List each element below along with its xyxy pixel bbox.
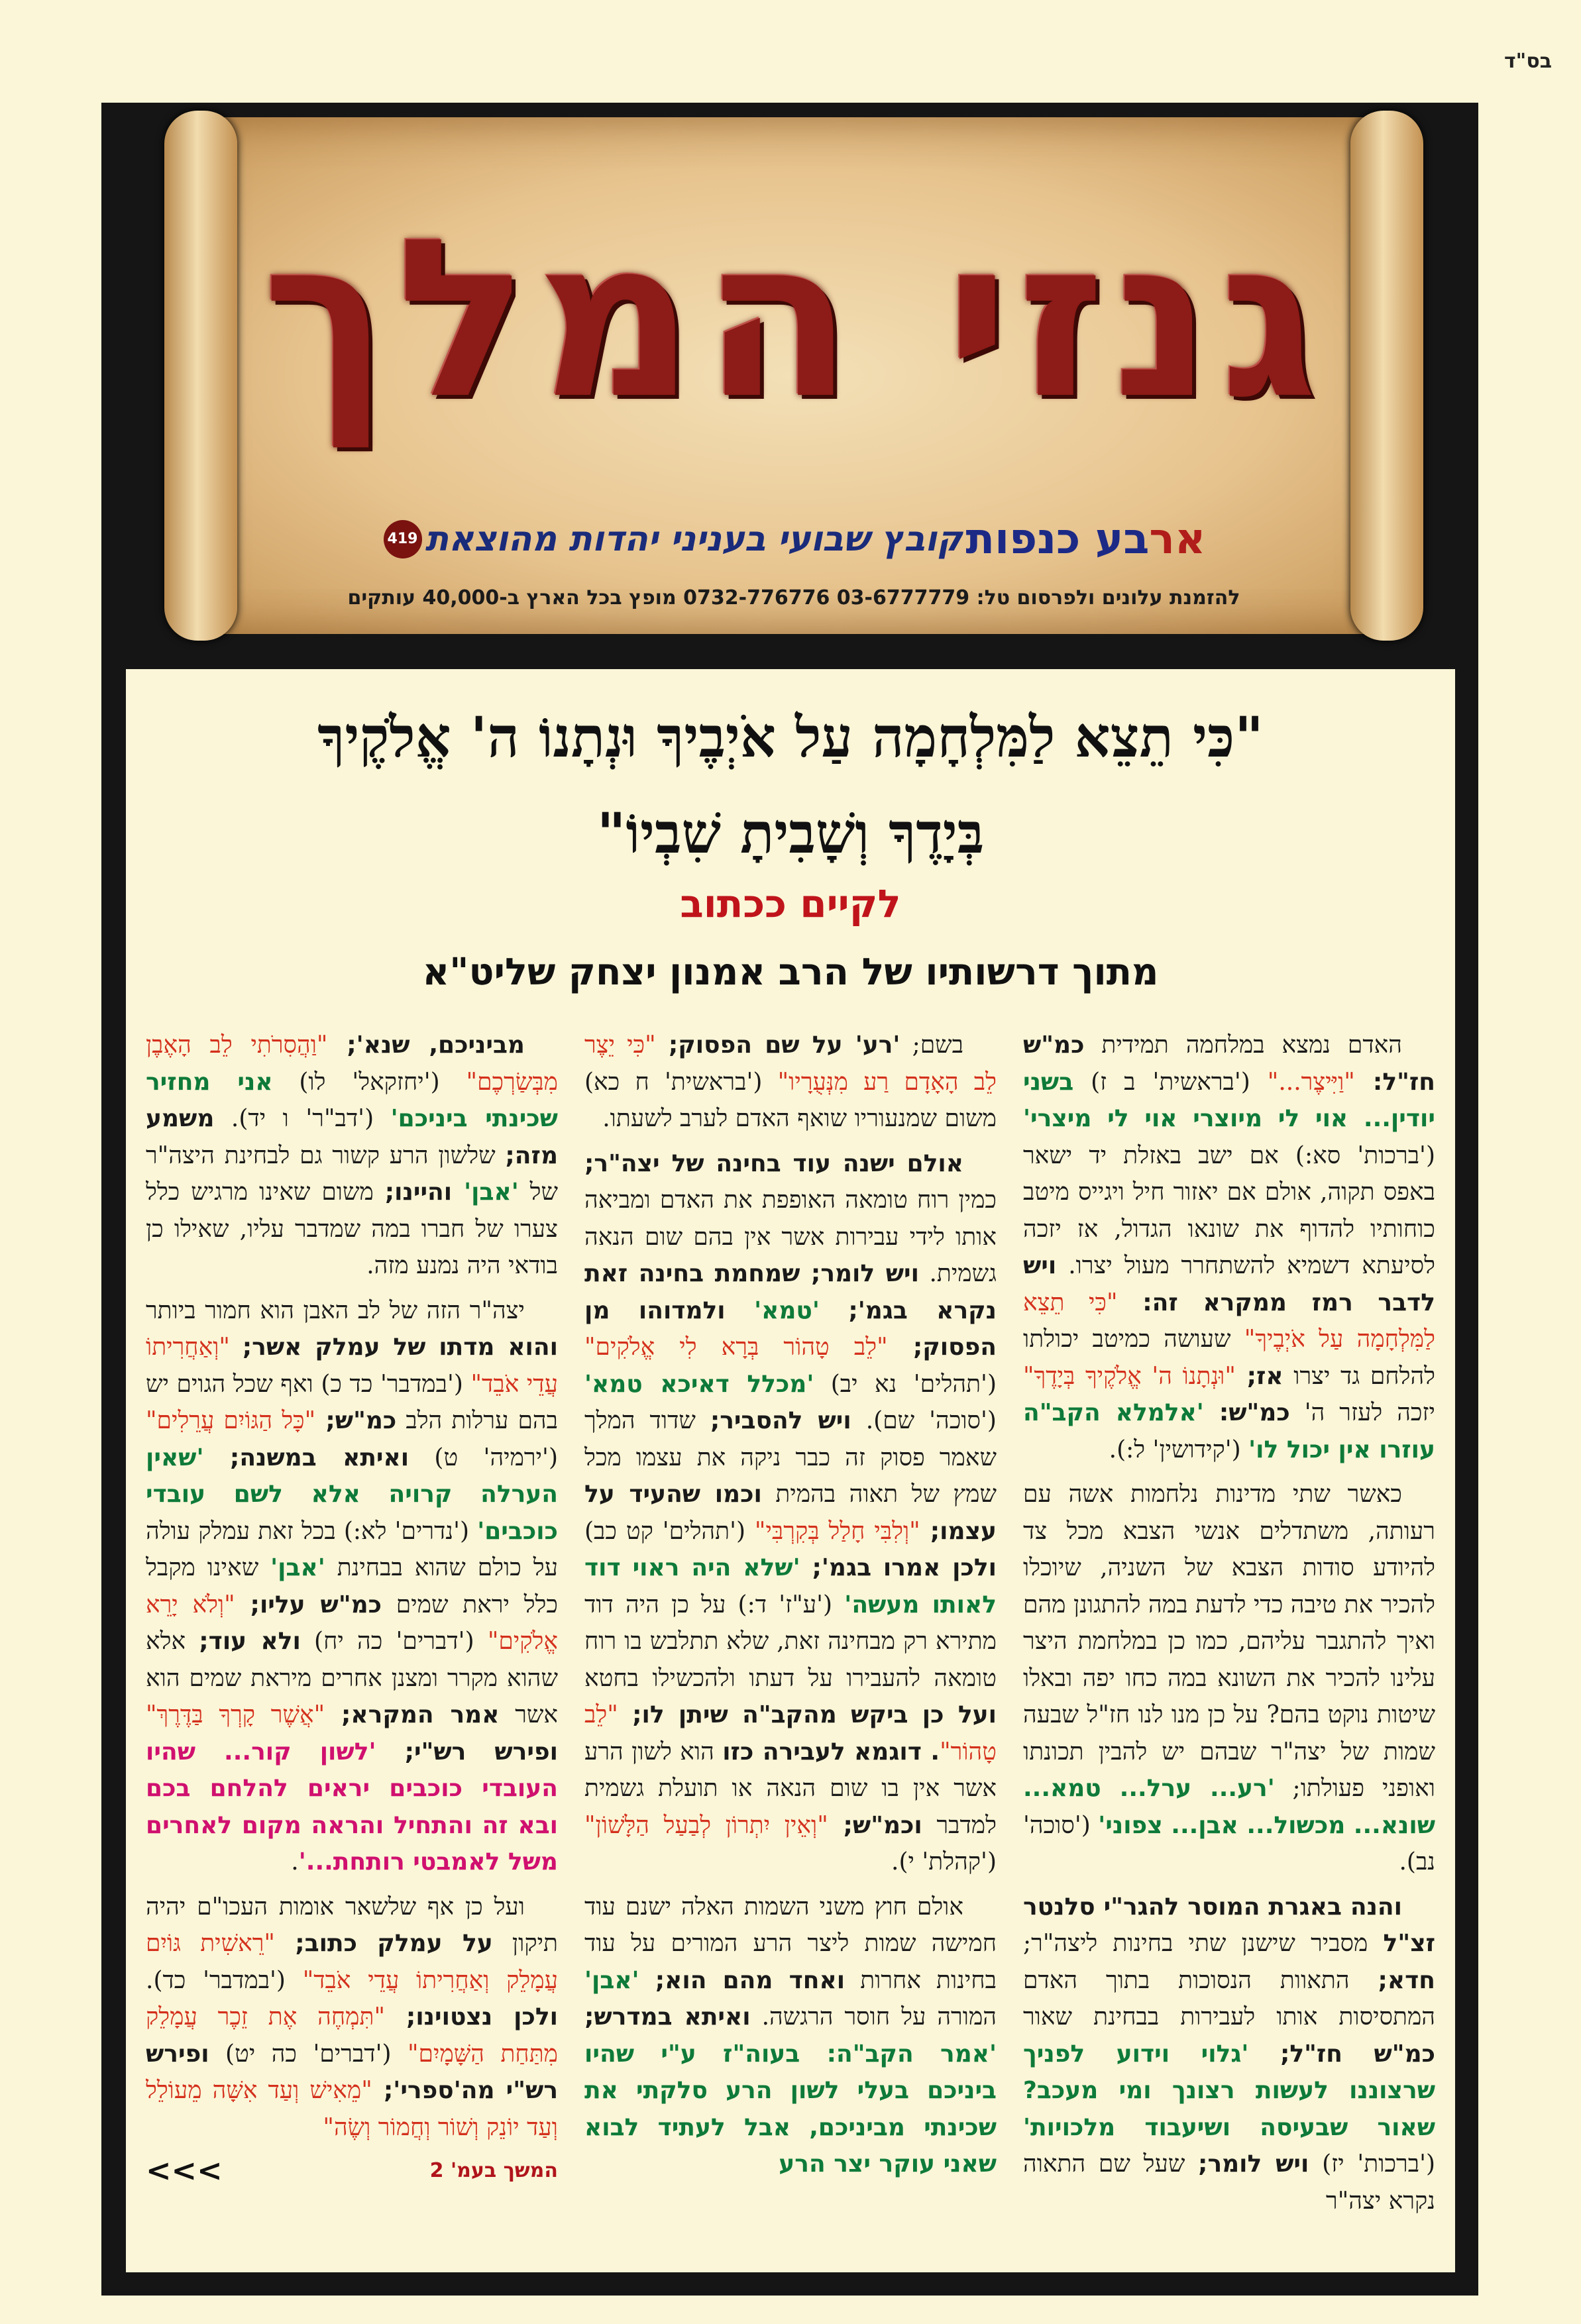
subtitle-row (201, 515, 1387, 564)
article-columns (146, 1027, 1435, 2259)
brand-rest: בע כנפות (965, 515, 1150, 564)
headline-line-2: בְּיָדֶךָ וְשָׁבִיתָ שִׁבְיוֹ" (596, 800, 985, 866)
article-area (126, 669, 1455, 2272)
continue-note (146, 2152, 558, 2190)
continue-arrows-icon: <<< (146, 2152, 223, 2188)
article-headline (146, 689, 1435, 881)
continue-label: המשך בעמ' 2 (429, 2159, 558, 2182)
newsletter-title: גנזי המלך (262, 192, 1326, 447)
issue-number-badge: 419 (384, 520, 422, 558)
parchment-scroll (201, 117, 1387, 634)
caption-author: מתוך דרשותיו של הרב אמנון יצחק שליט"א (422, 951, 1159, 994)
headline-line-1: "כִּי תֵצֵא לַמִּלְחָמָה עַל אֹיְבֶיךָ וּנְתָנוֹ ה' אֱלֹקֶיךָ (317, 704, 1264, 770)
paragraph: מביניכם, שנא'; "וַהֲסִרֹתִי לֵב הָאֶבֶן מִבְּשַׂרְכֶם" ('יחזקאל' לו) אני מחזיר שכינתי ביניכם' ('דב"ר' ו יד). משמע מזה; שלשון הרע קשור גם לבחינת היצה"ר של 'אבן' והיינו; משום שאינו מרגיש כלל צערו של חברו במה שמדבר עליו, שאילו כן בודאי היה נמנע מזה. (146, 1031, 558, 1279)
paragraph: כאשר שתי מדינות נלחמות אשה עם רעותה, משתדלים אנשי הצבא מכל צד להיודע סודות הצבא של השניה, שיוכלו להכיר את טיבה כדי לדעת במה להתגונן מהם ואיך להתגבר עליהם, כמו כן במלחמת היצר עלינו להכיר את השונא במה כחו יפה ובאלו שיטות נוקט בהם? על כן מנו לנו חז"ל שבעה שמות של יצה"ר שבהם יש להבין תכונתו ואופני פעולתו; 'רע... ערל... טמא... שונא... מכשול... אבן... צפוני' ('סוכה' נב). (1023, 1481, 1435, 1875)
paragraph: האדם נמצא במלחמה תמידית כמ"ש חז"ל: "וַיִּיצֶר..." ('בראשית' ב ז) בשני יודין... אוי לי מיוצרי אוי לי מיצרי' ('ברכות' סא:) אם ישב באזלת יד ישאר באפס תקוה, אולם אם יאזור חיל ויגייס מיטב כוחותיו להדוף את שונאו הגדול, אז יזכה לסיעתא דשמיא להשתחרר מעול יצרו. ויש לדבר רמז ממקרא זה: "כִּי תֵצֵא לַמִּלְחָמָה עַל אֹיְבֶיךָ" שעושה כמיטב יכולתו להלחם גד יצרו אז; "וּנְתָנוֹ ה' אֱלֹקֶיךָ בְּיָדֶךָ" יזכה לעזר ה' כמ"ש: 'אלמלא הקב"ה עוזרו אין יכול לו' ('קידושין' ל:). (1023, 1031, 1435, 1463)
paragraph: אולם חוץ משני השמות האלה ישנם עוד חמישה שמות ליצר הרע המורים על עוד בחינות אחרות ואחד מהם הוא; 'אבן' המורה על חוסר הרגשה. ואיתא במדרש; 'אמר הקב"ה: בעוה"ז ע"י שהיו ביניכם בעלי לשון הרע סלקתי את שכינתי מביניכם, אבל לעתיד לבוא שאני עוקר יצר הרע (584, 1893, 997, 2178)
paragraph: אולם ישנה עוד בחינה של יצה"ר; כמין רוח טומאה האופפת את האדם ומביאה אותו לידי עבירות אשר אין בהם שום הנאה גשמית. ויש לומר; שמחמת בחינה זאת נקרא בגמ'; 'טמא' ולמדוהו מן הפסוק; "לֵב טָהוֹר בְּרָא לִי אֱלֹקִים" ('תהלים' נא יב) 'מכלל דאיכא טמא' ('סוכה' שם). ויש להסביר; שדוד המלך שאמר פסוק זה כבר ניקה את עצמו מכל שמץ של תאוה בהמית וכמו שהעיד על עצמו; "וְלִבִּי חָלַל בְּקִרְבִּי" ('תהלים' קט כב) ולכן אמרו בגמ'; 'שלא היה ראוי דוד לאותו מעשה' ('ע"ז' ד:) על כן היה דוד מתירא רק מבחינה זאת, שלא תתלבש בו רוח טומאה להעבירו על דעתו ולהכשילו בחטא ועל כן ביקש מהקב"ה שיתן לו; "לֵב טָהוֹר". דוגמא לעבירה כזו הוא לשון הרע אשר אין בו שום הנאה או תועלת גשמית למדבר וכמ"ש; "וְאֵין יִתְרוֹן לְבַעַל הַלָּשׁוֹן" ('קהלת' י). (584, 1149, 997, 1875)
advertising-line: להזמנת עלונים ולפרסום טל: 03-6777779 0732-776776 מופץ בכל הארץ ב-40,000 עותקים (347, 586, 1240, 609)
article-column-2 (584, 1027, 997, 2259)
caption-red: לקיים ככתוב (680, 881, 901, 926)
paragraph: והנה באגרת המוסר להגר"י סלנטר זצ"ל מסביר שישנן שתי בחינות ליצה"ר; חדא; התאוות הנסוכות בתוך האדם המתסיסות אותו לעבירות בבחינת שאור כמ"ש חז"ל; 'גלוי וידוע לפניך שרצוננו לעשות רצונך ומי מעכב? שאור שבעיסה ושיעבוד מלכויות' ('ברכות' יז) ויש לומר; שעל שם התאוה נקרא יצה"ר (1023, 1893, 1435, 2215)
subtitle: קובץ שבועי בעניני יהדות מהוצאת (425, 519, 963, 559)
article-column-1 (1023, 1027, 1435, 2259)
bsd-mark: בס"ד (1504, 50, 1552, 73)
masthead (101, 103, 1478, 653)
article-column-3 (146, 1027, 558, 2259)
paragraph: בשם; 'רע' על שם הפסוק; "כִּי יֵצֶר לֵב הָאָדָם רַע מִנְּעֻרָיו" ('בראשית' ח כא) משום שמנעוריו שואף האדם לערב לשעתו. (584, 1031, 997, 1132)
publisher-brand (965, 515, 1205, 564)
paragraph: ועל כן אף שלשאר אומות העכו"ם יהיה תיקון על עמלק כתוב; "רֵאשִׁית גּוֹיִם עֲמָלֵק וְאַחֲרִיתוֹ עֲדֵי אֹבֵד" ('במדבר' כד). ולכן נצטוינו; "תִּמְחֶה אֶת זֵכֶר עֲמָלֵק מִתַּחַת הַשָּׁמָיִם" ('דברים' כה יט) ופירש רש"י מה'ספרי'; "מֵאִישׁ וְעַד אִשָּׁה מֵעוֹלֵל וְעַד יוֹנֵק וְשׁוֹר וְחֲמוֹר וְשֶׂה" (146, 1893, 558, 2141)
brand-accent: אר (1149, 515, 1206, 564)
paragraph: יצה"ר הזה של לב האבן הוא חמור ביותר והוא מדתו של עמלק אשר; "וְאַחֲרִיתוֹ עֲדֵי אֹבֵד" ('במדבר' כד כ) ואף שכל הגוים יש בהם ערלות הלב כמ"ש; "כָּל הַגּוֹיִם עֲרֵלִים" ('ירמיה' ט) ואיתא במשנה; 'שאין הערלה קרויה אלא לשם עובדי כוכבים' ('נדרים' לא:) בכל זאת עמלק עולה על כולם שהוא בבחינת 'אבן' שאינו מקבל כלל יראת שמים כמ"ש עליו; "וְלֹא יָרֵא אֱלֹקִים" ('דברים' כה יח) ולא עוד; אלא שהוא מקרר ומצנן אחרים מיראת שמים הוא אשר אמר המקרא; "אֲשֶׁר קָרְךָ בַּדֶּרֶךְ" ופירש רש"י; 'לשון קור... שהיו העובדי כוכבים יראים להלחם בכם ובא זה והתחיל והראה מקום לאחרים משל לאמבטי רותחת...'. (146, 1296, 558, 1875)
